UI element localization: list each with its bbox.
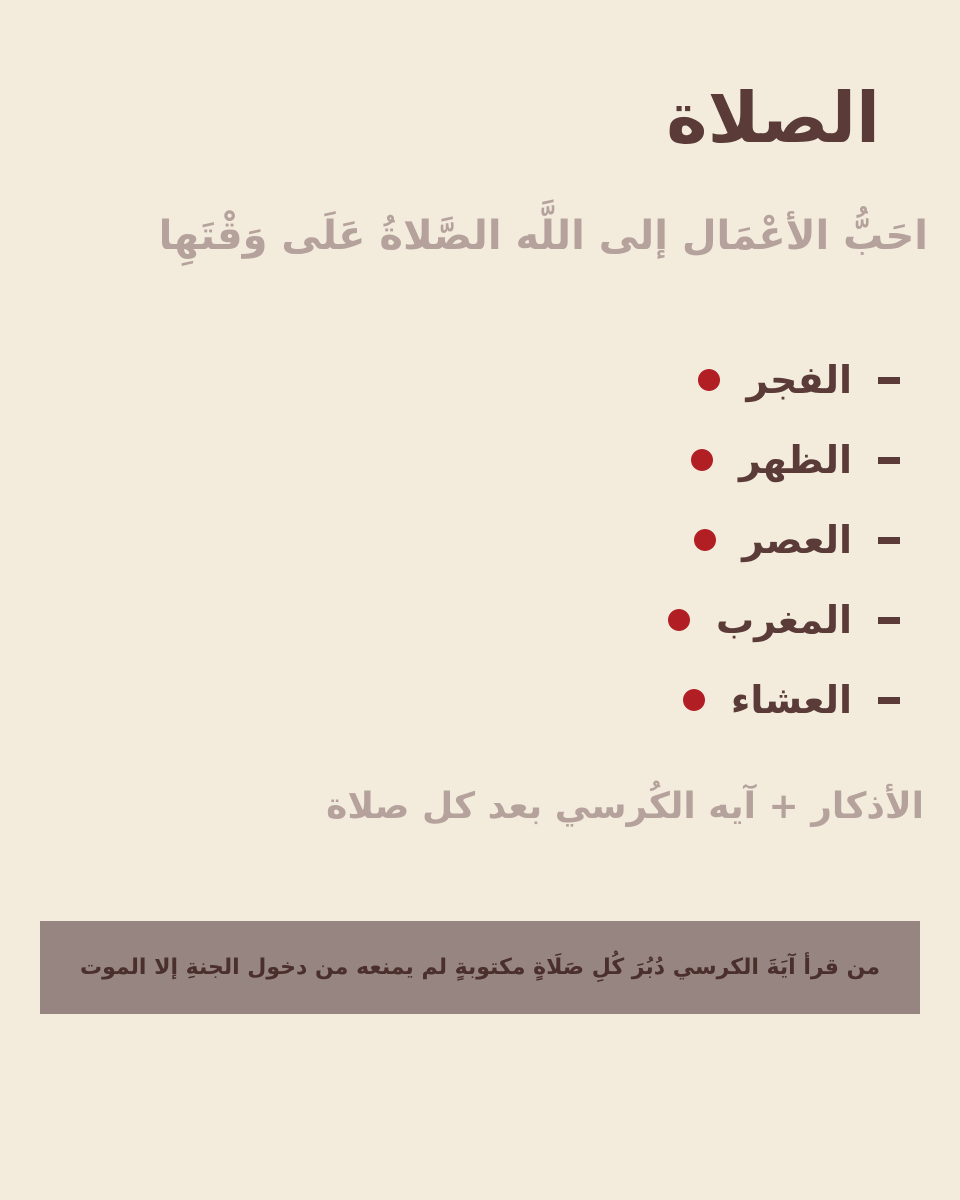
dash-icon: [878, 537, 900, 544]
red-dot-icon: [698, 369, 720, 391]
page-title: الصلاة: [666, 77, 880, 159]
prayer-name: العصر: [742, 518, 852, 562]
prayer-name: المغرب: [715, 598, 852, 642]
list-item-isha: [668, 660, 900, 740]
red-dot-icon: [694, 529, 716, 551]
list-item-fajr: [668, 340, 900, 420]
prayer-name: العشاء: [730, 678, 852, 722]
hadith-subtitle: احَبُّ الأعْمَال إلى اللَّه الصَّلاةُ عَلَى وَقْتَهِا: [158, 213, 928, 259]
list-item-asr: [668, 500, 900, 580]
dash-icon: [878, 697, 900, 704]
list-item-dhuhr: [668, 420, 900, 500]
dash-icon: [878, 377, 900, 384]
adhkar-note: الأذكار + آيه الكُرسي بعد كل صلاة: [326, 786, 924, 827]
red-dot-icon: [691, 449, 713, 471]
red-dot-icon: [683, 689, 705, 711]
dash-icon: [878, 617, 900, 624]
hadith-banner: [40, 921, 920, 1014]
banner-text: من قرأ آيَةَ الكرسي دُبُرَ كُلِ صَلَاةٍ مكتوبةٍ لم يمنعه من دخول الجنةِ إلا الموت: [79, 955, 881, 980]
dash-icon: [878, 457, 900, 464]
red-dot-icon: [668, 609, 690, 631]
prayer-name: الفجر: [746, 358, 852, 402]
list-item-maghrib: [668, 580, 900, 660]
prayer-list: [668, 340, 900, 740]
prayer-name: الظهر: [738, 438, 852, 482]
